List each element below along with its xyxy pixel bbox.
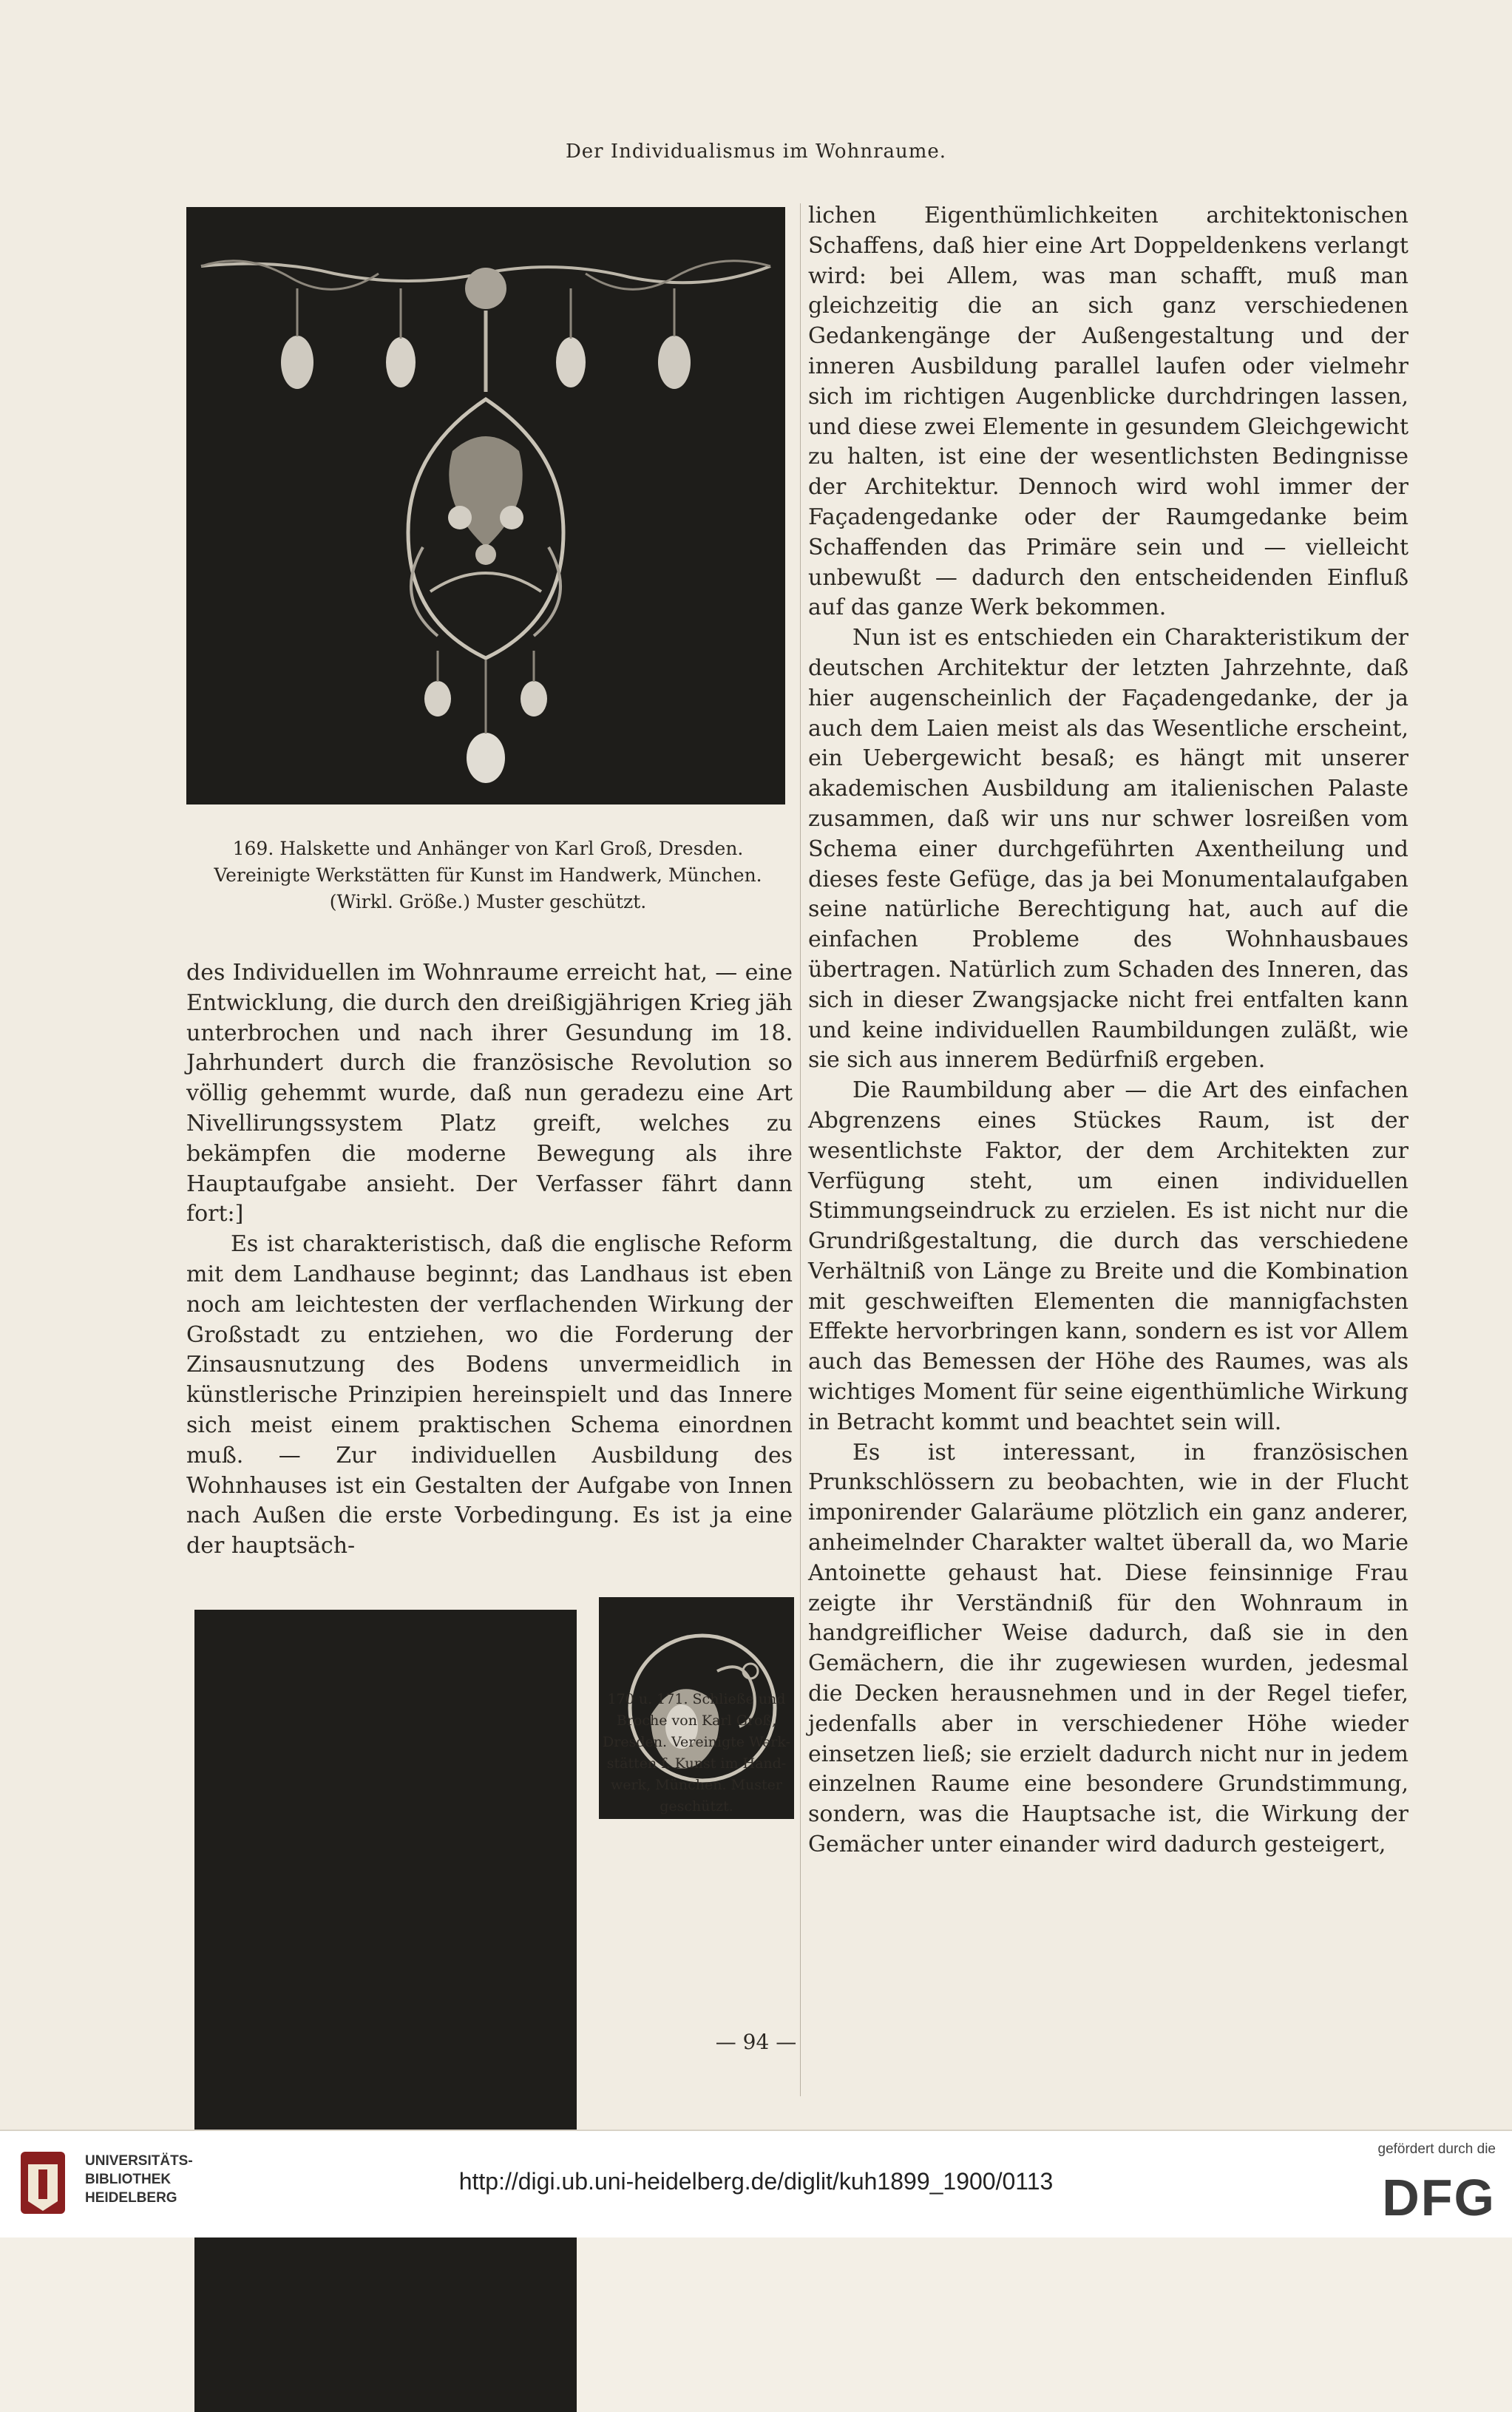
caption-line: werk, München. Muster xyxy=(611,1777,782,1793)
figure-170-171-caption xyxy=(596,1689,797,1818)
institution-line: HEIDELBERG xyxy=(85,2190,177,2206)
left-text-column xyxy=(186,958,793,1562)
paragraph: Es ist interessant, in französischen Prunkschlössern zu beobachten, wie in der Flucht imponirender Galaräume plötzlich ein ganz anderer, anheimelnder Charakter waltet überall da, wo Marie Antoinette gehaust hat. Diese feinsinnige Frau zeigte ihr Verständniß für den Wohnraum in handgreiflicher Weise dadurch, daß sie in den Gemächern, die ihr zugewiesen wurden, jedesmal die Decken herausnehmen und in der Regel tiefer, jedenfalls aber in verschiedener Höhe wieder einsetzen ließ; sie erzielt dadurch nicht nur in jedem einzelnen Raume eine besondere Grundstimmung, sondern, was die Hauptsache ist, die Wirkung der Gemächer unter einander wird dadurch gesteigert, xyxy=(808,1439,1408,1858)
figure-169-caption xyxy=(181,836,795,915)
dfg-logo: DFG xyxy=(1382,2169,1496,2226)
paragraph: des Individuellen im Wohnraume erreicht hat, — eine Entwicklung, die durch den dreißigjährigen Krieg jäh unterbrochen und nach ihrer Gesundung im 18. Jahrhundert durch die französische Revolution so völlig gehemmt wurde, daß nun geradezu eine Art Nivellirungssystem Platz greift, welches zu bekämpfen die moderne Bewegung als ihre Hauptaufgabe ansieht. Der Verfasser fährt dann fort:] xyxy=(186,960,793,1227)
caption-line: 169. Halskette und Anhänger von Karl Groß, Dresden. xyxy=(232,838,744,859)
paragraph: Die Raumbildung aber — die Art des einfachen Abgrenzens eines Stückes Raum, ist der wesentlichste Faktor, der dem Architekten zur Verfügung steht, um einen individuellen Stimmungseindruck zu erzielen. Es ist nicht nur die Grundrißgestaltung, die durch das verschiedene Verhältniß von Länge zu Breite und die Kombination mit geschweiften Elementen die mannigfachsten Effekte hervorbringen kann, sondern es ist vor Allem auch das Bemessen der Höhe des Raumes, was als wichtiges Moment für seine eigenthümliche Wirkung in Betracht kommt und beachtet sein will. xyxy=(808,1077,1408,1435)
clasp-photo xyxy=(194,1610,577,2412)
caption-line: geschützt. xyxy=(660,1798,733,1815)
paragraph: Nun ist es entschieden ein Charakteristikum der deutschen Architektur der letzten Jahrzehnte, daß hier augenscheinlich der Façadengedanke, der ja auch dem Laien meist als das Wesentliche erscheint, ein Uebergewicht besaß; es hängt mit unserer akademischen Ausbildung am italienischen Palaste zusammen, daß wir uns nur schwer losreißen vom Schema einer durchgeführten Axentheilung und dieses feste Gefüge, das ja bei Monumentalaufgaben seine natürliche Berechtigung hat, auch auf die einfachen Probleme des Wohnhausbaues übertragen. Natürlich zum Schaden des Inneren, das sich in dieser Zwangsjacke nicht frei entfalten kann und keine individuellen Raumbildungen zuläßt, wie sie sich aus innerem Bedürfniß ergeben. xyxy=(808,625,1408,1074)
caption-line: Dresden. Vereinigte Werk- xyxy=(603,1734,790,1750)
caption-line: stätten f. Kunst im Hand- xyxy=(606,1755,787,1772)
funding-note: gefördert durch die xyxy=(1377,2141,1496,2157)
column-divider xyxy=(800,203,801,2096)
page-number: — 94 — xyxy=(715,2030,797,2054)
paragraph: Es ist charakteristisch, daß die englische Reform mit dem Landhause beginnt; das Landhaus ist eben noch am leichtesten der verflachenden Wirkung der Großstadt zu entziehen, wo die Forderung der Zinsausnutzung des Bodens unvermeidlich in künstlerische Prinzipien hereinspielt und das Innere sich meist einem praktischen Schema einordnen muß. — Zur individuellen Ausbildung des Wohnhauses ist ein Gestalten der Aufgabe von Innen nach Außen die erste Vorbedingung. Es ist ja eine der hauptsäch- xyxy=(186,1231,793,1559)
permalink-url[interactable]: http://digi.ub.uni-heidelberg.de/diglit/kuh1899_1900/0113 xyxy=(458,2168,1054,2195)
caption-line: (Wirkl. Größe.) Muster geschützt. xyxy=(329,891,647,912)
institution-line: UNIVERSITÄTS- xyxy=(85,2153,193,2169)
right-text-column xyxy=(808,201,1408,1860)
necklace-pendant-photo xyxy=(186,207,785,804)
running-head: Der Individualismus im Wohnraume. xyxy=(565,140,947,163)
caption-line: Vereinigte Werkstätten für Kunst im Handwerk, München. xyxy=(214,864,762,886)
institution-line: BIBLIOTHEK xyxy=(85,2172,172,2187)
caption-line: Broche von Karl Groß, xyxy=(616,1713,777,1729)
digitization-footer xyxy=(0,2130,1512,2237)
caption-line: 170 u. 171. Schließe und xyxy=(607,1691,786,1707)
paragraph: lichen Eigenthümlichkeiten architektonischen Schaffens, daß hier eine Art Doppeldenkens verlangt wird: bei Allem, was man schafft, muß man gleichzeitig die an sich ganz verschiedenen Gedankengänge der Außengestaltung und der inneren Ausbildung parallel laufen oder vielmehr sich im richtigen Augenblicke durchdringen lassen, und diese zwei Elemente in gesundem Gleichgewicht zu halten, ist eine der wesentlichsten Bedingnisse der Architektur. Dennoch wird wohl immer der Façadengedanke oder der Raumgedanke beim Schaffenden das Primäre sein und — vielleicht unbewußt — dadurch den entscheidenden Einfluß auf das ganze Werk bekommen. xyxy=(808,203,1408,621)
